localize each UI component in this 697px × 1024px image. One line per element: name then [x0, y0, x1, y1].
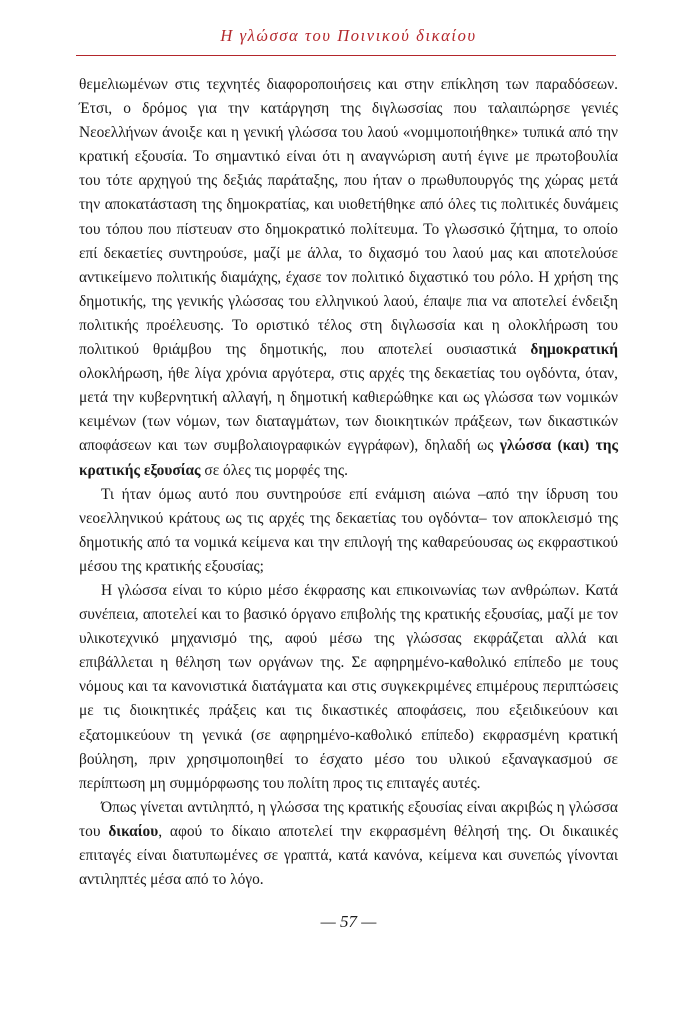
paragraph-2: [79, 483, 618, 579]
paragraph-4: [79, 796, 618, 892]
emphasis-democratic: δημοκρατική: [530, 341, 618, 359]
text-run: θεμελιωμένων στις τεχνητές διαφοροποιήσεις και στην επίκληση των παραδόσεων. Έτσι, ο δρόμος για την κατάργηση της διγλωσσίας που ταλαιπώρησε γενιές Νεοελλήνων άνοιξε και η γενική γλώσσα του λαού «νομιμοποιήθηκε» τυπικά από την κρατική εξουσία. Το σημαντικό είναι ότι η αναγνώριση αυτή έγινε με πρωτοβουλία του τότε αρχηγού της δεξιάς παράταξης, που ήταν ο πρωθυπουργός της χώρας μετά την αποκατάσταση της δημοκρατίας, και υιοθετήθηκε από όλες τις πολιτικές δυνάμεις του τόπου που πίστευαν στο δημοκρατικό πολίτευμα. Το γλωσσικό ζήτημα, το οποίο επί δεκαετίες συντηρούσε, μαζί με άλλα, το διχασμό του λαού μας και αποτελούσε αντικείμενο πολιτικής διαμάχης, έχασε τον πολιτικό διχαστικό του ρόλο. Η χρήση της δημοτικής, της γενικής γλώσσας του ελληνικού λαού, έπαψε πια να αποτελεί ένδειξη πολιτικής προέλευσης. Το οριστικό τέλος στη διγλωσσία και η ολοκλήρωση του πολιτικού θριάμβου της δημοτικής, που αποτελεί ουσιαστικά: [79, 76, 618, 359]
paragraph-3: [79, 579, 618, 796]
running-head: Η γλώσσα του Ποινικού δικαίου: [220, 26, 477, 45]
text-run: , αφού το δίκαιο αποτελεί την εκφρασμένη θέλησή της. Οι δικαιικές επιταγές είναι διατυπωμένες σε γραπτά, κατά κανόνα, κείμενα και συνεπώς γίνονται αντιληπτές μέσα από το λόγο.: [79, 822, 618, 889]
text-run: ολοκλήρωση, ήθε λίγα χρόνια αργότερα, στις αρχές της δεκαετίας του ογδόντα, όταν, μετά την κυβερνητική αλλαγή, η δημοτική καθιερώθηκε και ως γλώσσα των νομικών κειμένων (των νόμων, των διαταγμάτων, των διοικητικών πράξεων, των δικαστικών αποφάσεων και των συμβολαιογραφικών εγγράφων), δηλαδή ως: [79, 365, 618, 455]
header-rule: [76, 55, 616, 56]
text-run: Όπως γίνεται αντιληπτό, η γλώσσα της κρατικής εξουσίας είναι ακριβώς η γλώσσα του: [79, 798, 618, 840]
emphasis-law: δικαίου: [108, 822, 159, 840]
paragraph-1: [79, 73, 618, 483]
text-run: Η γλώσσα είναι το κύριο μέσο έκφρασης και επικοινωνίας των ανθρώπων. Κατά συνέπεια, αποτελεί και το βασικό όργανο επιβολής της κρατικής εξουσίας, μαζί με τον υλικοτεχνικό μηχανισμό της, αφού μέσω της γλώσσας εκφράζεται αλλά και επιβάλλεται η θέληση των οργάνων της. Σε αφηρημένο-καθολικό επίπεδο με τους νόμους και τα κανονιστικά διατάγματα και στις συγκεκριμένες επιμέρους περιπτώσεις με τις διοικητικές πράξεις και τις δικαστικές αποφάσεις, που εξειδικεύουν και εξατομικεύουν τη γενικά (σε αφηρημένο-καθολικό επίπεδο) εκφρασμένη κρατική βούληση, πριν χρησιμοποιηθεί το έσχατο μέσο του υλικού εξαναγκασμού σε περίπτωση μη συμμόρφωσης του πολίτη προς τις επιταγές αυτές.: [79, 581, 618, 792]
body-text: [79, 73, 618, 892]
text-run: Τι ήταν όμως αυτό που συντηρούσε επί ενάμιση αιώνα –από την ίδρυση του νεοελληνικού κράτους ως τις αρχές της δεκαετίας του ογδόντα– τον αποκλεισμό της δημοτικής από τα νομικά κείμενα και την επιλογή της καθαρεύουσας ως εκφραστικού μέσου της κρατικής εξουσίας;: [79, 485, 618, 575]
text-run: σε όλες τις μορφές της.: [200, 461, 348, 479]
emphasis-state-language: γλώσσα (και) της κρατικής εξουσίας: [79, 437, 618, 479]
page-number: — 57 —: [320, 912, 377, 931]
